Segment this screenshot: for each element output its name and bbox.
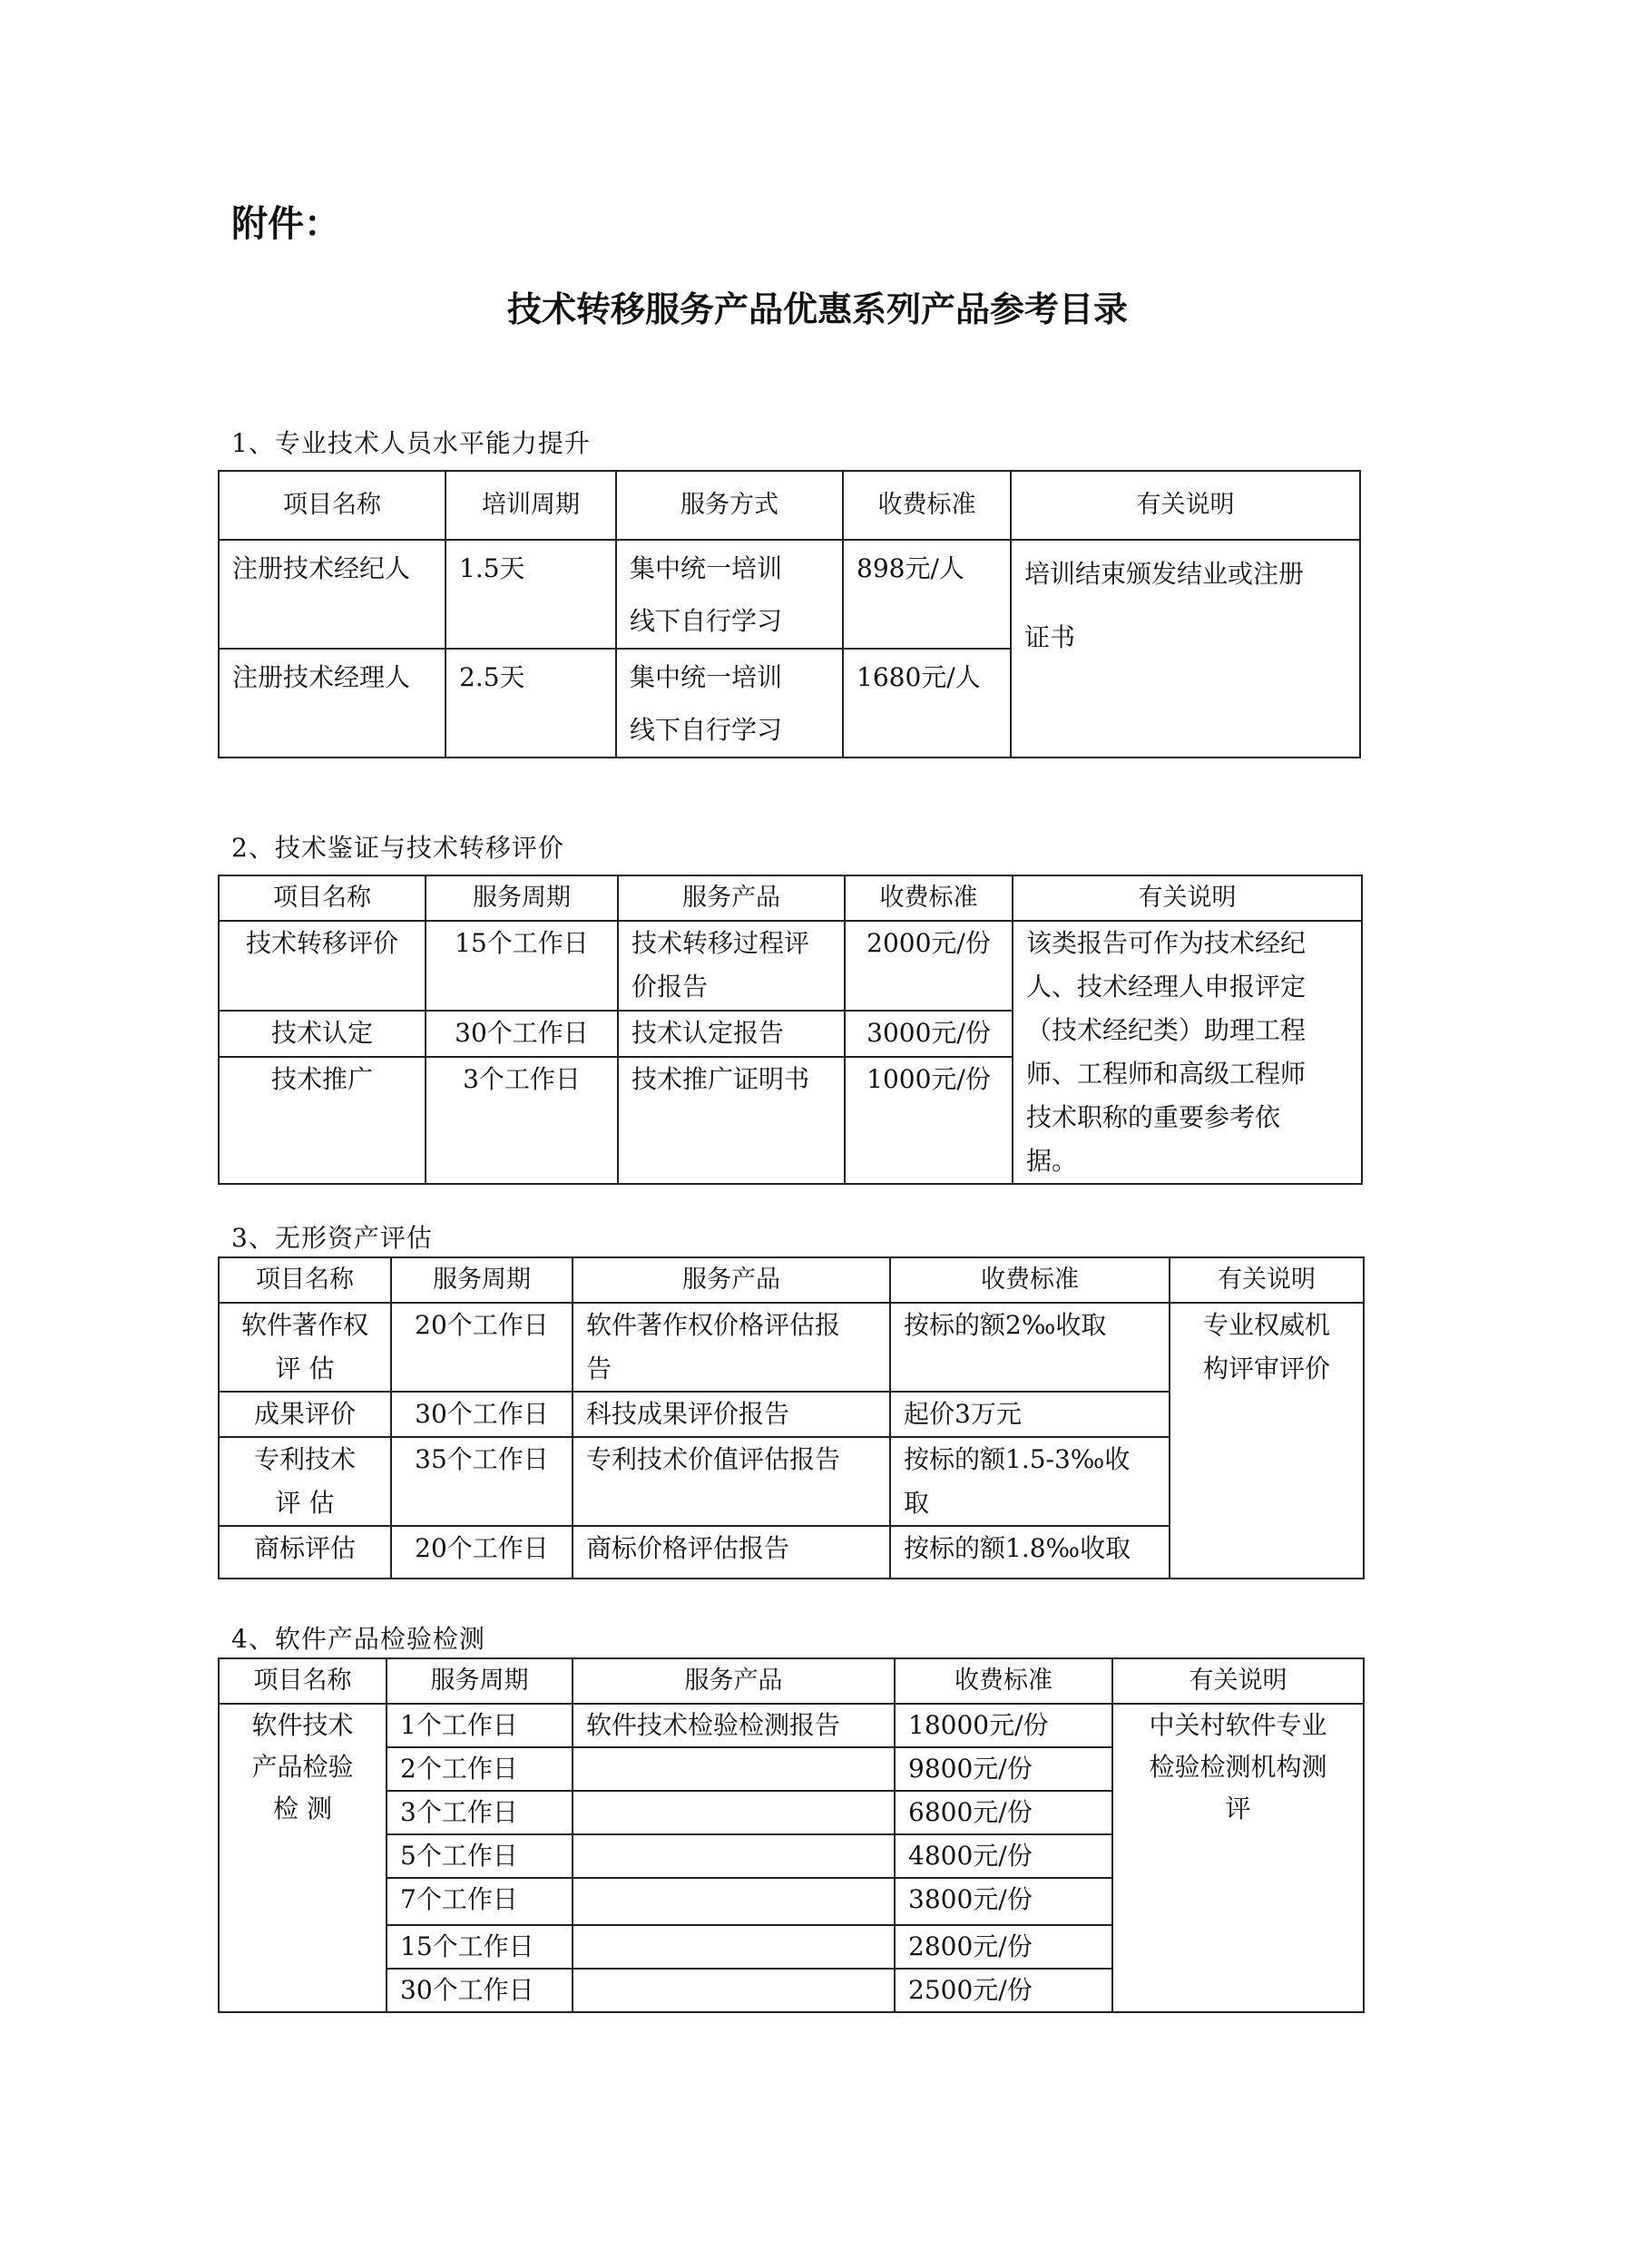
fee: 6800元/份 bbox=[895, 1791, 1112, 1834]
table-header-row bbox=[219, 471, 1360, 540]
service-period: 30个工作日 bbox=[391, 1392, 573, 1437]
fee: 按标的额1.5-3‰收 取 bbox=[890, 1437, 1170, 1526]
header-fee: 收费标准 bbox=[843, 471, 1011, 540]
service-period: 3个工作日 bbox=[387, 1791, 573, 1834]
service-period: 15个工作日 bbox=[387, 1925, 573, 1969]
item-name: 注册技术经理人 bbox=[219, 649, 445, 758]
fee: 1680元/人 bbox=[843, 649, 1011, 758]
fee: 18000元/份 bbox=[895, 1704, 1112, 1747]
fee: 3800元/份 bbox=[895, 1878, 1112, 1925]
service-product: 技术转移过程评 价报告 bbox=[618, 921, 845, 1011]
note: 培训结束颁发结业或注册 证书 bbox=[1011, 540, 1360, 758]
fee: 898元/人 bbox=[843, 540, 1011, 649]
item-name: 软件著作权 评 估 bbox=[219, 1303, 391, 1392]
service-period: 30个工作日 bbox=[387, 1969, 573, 2012]
section-2-heading: 2、技术鉴证与技术转移评价 bbox=[231, 833, 564, 863]
service-period: 20个工作日 bbox=[391, 1526, 573, 1579]
item-name: 成果评价 bbox=[219, 1392, 391, 1437]
empty-cell bbox=[573, 1791, 895, 1834]
service-period: 3个工作日 bbox=[426, 1057, 618, 1184]
header-service-product: 服务产品 bbox=[573, 1658, 895, 1704]
header-service-mode: 服务方式 bbox=[616, 471, 843, 540]
fee: 1000元/份 bbox=[845, 1057, 1013, 1184]
fee: 按标的额1.8‰收取 bbox=[890, 1526, 1170, 1579]
service-period: 20个工作日 bbox=[391, 1303, 573, 1392]
section-4-heading: 4、软件产品检验检测 bbox=[231, 1624, 485, 1654]
service-product: 科技成果评价报告 bbox=[573, 1392, 890, 1437]
training-table bbox=[218, 470, 1361, 758]
header-service-period: 服务周期 bbox=[387, 1658, 573, 1704]
header-service-period: 服务周期 bbox=[426, 875, 618, 921]
service-period: 30个工作日 bbox=[426, 1011, 618, 1057]
note: 该类报告可作为技术经纪 人、技术经理人申报评定 （技术经纪类）助理工程 师、工程师和高级工程师 技术职称的重要参考依 据。 bbox=[1013, 921, 1362, 1184]
fee: 2000元/份 bbox=[845, 921, 1013, 1011]
service-period: 2个工作日 bbox=[387, 1747, 573, 1791]
header-item-name: 项目名称 bbox=[219, 471, 445, 540]
fee: 起价3万元 bbox=[890, 1392, 1170, 1437]
fee: 4800元/份 bbox=[895, 1834, 1112, 1878]
table-row bbox=[219, 1704, 1364, 1747]
item-name: 注册技术经纪人 bbox=[219, 540, 445, 649]
section-1-heading: 1、专业技术人员水平能力提升 bbox=[231, 428, 591, 458]
header-service-period: 服务周期 bbox=[391, 1257, 573, 1303]
service-period: 35个工作日 bbox=[391, 1437, 573, 1526]
service-period: 15个工作日 bbox=[426, 921, 618, 1011]
service-product: 技术推广证明书 bbox=[618, 1057, 845, 1184]
service-product: 专利技术价值评估报告 bbox=[573, 1437, 890, 1526]
table-row bbox=[219, 1303, 1364, 1392]
service-product: 技术认定报告 bbox=[618, 1011, 845, 1057]
header-service-product: 服务产品 bbox=[573, 1257, 890, 1303]
fee: 2800元/份 bbox=[895, 1925, 1112, 1969]
empty-cell bbox=[573, 1969, 895, 2012]
asset-valuation-table bbox=[218, 1256, 1365, 1579]
header-item-name: 项目名称 bbox=[219, 875, 426, 921]
header-item-name: 项目名称 bbox=[219, 1658, 387, 1704]
item-name: 技术推广 bbox=[219, 1057, 426, 1184]
header-item-name: 项目名称 bbox=[219, 1257, 391, 1303]
fee: 3000元/份 bbox=[845, 1011, 1013, 1057]
item-name: 技术认定 bbox=[219, 1011, 426, 1057]
header-note: 有关说明 bbox=[1112, 1658, 1364, 1704]
software-testing-table bbox=[218, 1657, 1365, 2013]
item-name: 软件技术 产品检验 检 测 bbox=[219, 1704, 387, 2012]
item-name: 技术转移评价 bbox=[219, 921, 426, 1011]
header-note: 有关说明 bbox=[1011, 471, 1360, 540]
empty-cell bbox=[573, 1878, 895, 1925]
fee: 按标的额2‰收取 bbox=[890, 1303, 1170, 1392]
header-service-product: 服务产品 bbox=[618, 875, 845, 921]
service-period: 7个工作日 bbox=[387, 1878, 573, 1925]
service-period: 5个工作日 bbox=[387, 1834, 573, 1878]
document-title: 技术转移服务产品优惠系列产品参考目录 bbox=[506, 289, 1128, 329]
header-fee: 收费标准 bbox=[895, 1658, 1112, 1704]
note: 专业权威机 构评审评价 bbox=[1170, 1303, 1364, 1579]
item-name: 专利技术 评 估 bbox=[219, 1437, 391, 1526]
fee: 2500元/份 bbox=[895, 1969, 1112, 2012]
section-3-heading: 3、无形资产评估 bbox=[231, 1223, 433, 1253]
empty-cell bbox=[573, 1834, 895, 1878]
service-product: 软件技术检验检测报告 bbox=[573, 1704, 895, 1747]
note: 中关村软件专业 检验检测机构测 评 bbox=[1112, 1704, 1364, 2012]
fee: 9800元/份 bbox=[895, 1747, 1112, 1791]
appraisal-table bbox=[218, 875, 1363, 1185]
service-period: 1个工作日 bbox=[387, 1704, 573, 1747]
header-note: 有关说明 bbox=[1013, 875, 1362, 921]
table-row bbox=[219, 540, 1360, 649]
empty-cell bbox=[573, 1747, 895, 1791]
header-fee: 收费标准 bbox=[845, 875, 1013, 921]
service-product: 商标价格评估报告 bbox=[573, 1526, 890, 1579]
service-mode: 集中统一培训 线下自行学习 bbox=[616, 540, 843, 649]
table-header-row bbox=[219, 1257, 1364, 1303]
training-period: 2.5天 bbox=[445, 649, 616, 758]
header-note: 有关说明 bbox=[1170, 1257, 1364, 1303]
training-period: 1.5天 bbox=[445, 540, 616, 649]
item-name: 商标评估 bbox=[219, 1526, 391, 1579]
table-row bbox=[219, 921, 1362, 1011]
header-fee: 收费标准 bbox=[890, 1257, 1170, 1303]
header-training-period: 培训周期 bbox=[445, 471, 616, 540]
service-mode: 集中统一培训 线下自行学习 bbox=[616, 649, 843, 758]
table-header-row bbox=[219, 875, 1362, 921]
service-product: 软件著作权价格评估报 告 bbox=[573, 1303, 890, 1392]
table-header-row bbox=[219, 1658, 1364, 1704]
attachment-label: 附件： bbox=[231, 203, 340, 245]
empty-cell bbox=[573, 1925, 895, 1969]
